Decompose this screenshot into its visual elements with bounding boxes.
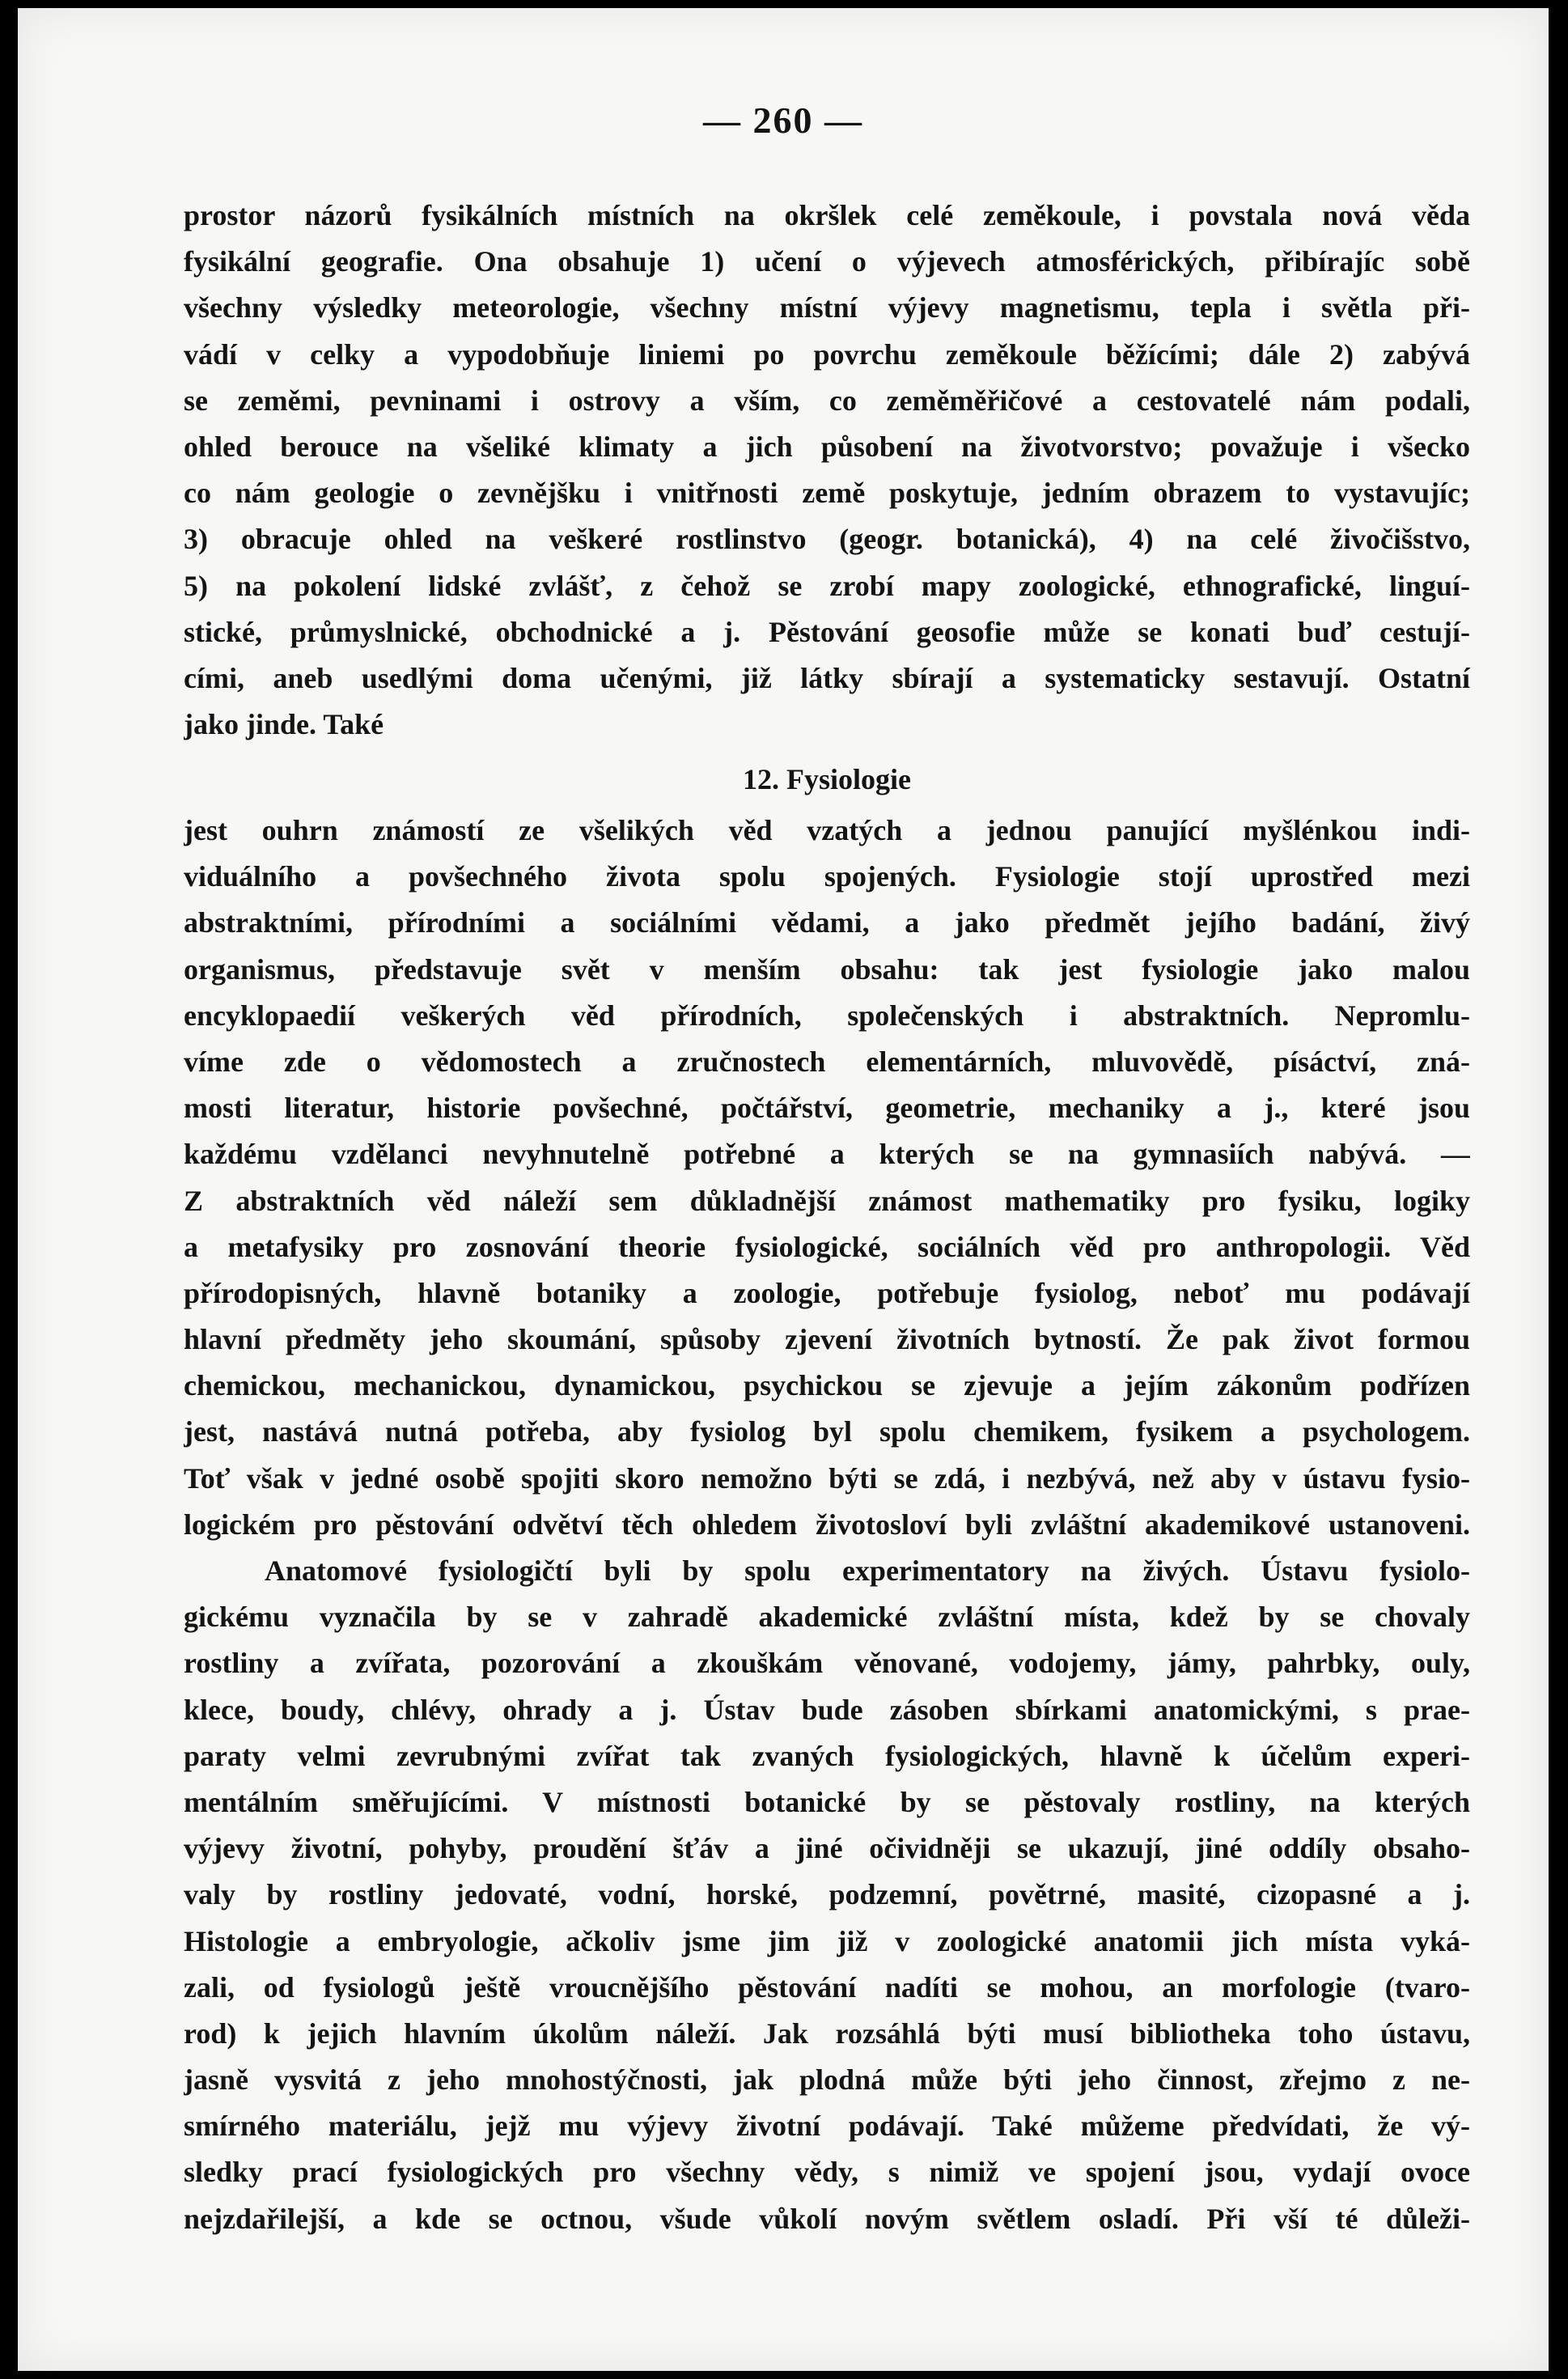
text-line: jako jinde. Také: [184, 708, 384, 741]
paragraph-geosofie: [184, 193, 1470, 748]
text-line: jest ouhrn známostí ze všelikých věd vzatých a jednou panující myšlénkou indi-: [184, 814, 1470, 846]
text-line: výjevy životní, pohyby, proudění šťáv a jiné očividněji se ukazují, jiné oddíly obsaho-: [184, 1832, 1470, 1865]
text-line: a metafysiky pro zosnování theorie fysiologické, sociálních věd pro anthropologii. Věd: [184, 1230, 1470, 1263]
text-line: mentálním směřujícími. V místnosti botanické by se pěstovaly rostliny, na kterých: [184, 1785, 1470, 1818]
page-number: — 260 —: [703, 100, 863, 141]
text-line: Anatomové fysiologičtí byli by spolu experimentatory na živých. Ústavu fysiolo-: [265, 1554, 1470, 1587]
text-line: 5) na pokolení lidské zvlášť, z čehož se zrobí mapy zoologické, ethnografické, linguí-: [184, 569, 1470, 602]
text-line: logickém pro pěstování odvětví těch ohledem životosloví byli zvláštní akademikové ustanoveni.: [184, 1508, 1470, 1541]
text-line: ohled berouce na všeliké klimaty a jich působení na životvorstvo; považuje i všecko: [184, 430, 1470, 463]
text-line: se zeměmi, pevninami i ostrovy a vším, co zeměměřičové a cestovatelé nám podali,: [184, 384, 1470, 417]
text-line: zali, od fysiologů ještě vroucnějšího pěstování nadíti se mohou, an morfologie (tvaro-: [184, 1970, 1470, 2004]
text-line: Histologie a embryologie, ačkoliv jsme jim již v zoologické anatomii jich místa vyká-: [184, 1924, 1470, 1957]
text-line: vádí v celky a vypodobňuje liniemi po povrchu zeměkoule běžícími; dále 2) zabývá: [184, 337, 1470, 371]
text-line: sledky prací fysiologických pro všechny vědy, s nimiž ve spojení jsou, vydají ovoce: [184, 2156, 1470, 2189]
text-line: nejzdařilejší, a kde se octnou, všude vůkolí novým světlem osladí. Při vší té důleži-: [184, 2202, 1470, 2235]
text-line: přírodopisných, hlavně botaniky a zoologie, potřebuje fysiolog, neboť mu podávají: [184, 1276, 1470, 1309]
text-line: prostor názorů fysikálních místních na okršlek celé zeměkoule, i povstala nová věda: [184, 199, 1470, 231]
text-line: paraty velmi zevrubnými zvířat tak zvaných fysiologických, hlavně k účelům experi-: [184, 1739, 1470, 1772]
paragraph-anatomove: [184, 1548, 1470, 2242]
text-line: organismus, představuje svět v menším obsahu: tak jest fysiologie jako malou: [184, 952, 1470, 986]
text-line: klece, boudy, chlévy, ohrady a j. Ústav bude zásoben sbírkami anatomickými, s prae-: [184, 1693, 1470, 1726]
text-line: každému vzdělanci nevyhnutelně potřebné a kterých se na gymnasiích nabývá. —: [184, 1138, 1470, 1171]
text-line: rostliny a zvířata, pozorování a zkouškám věnované, vodojemy, jámy, pahrbky, ouly,: [184, 1647, 1470, 1680]
text-line: 3) obracuje ohled na veškeré rostlinstvo (geogr. botanická), 4) na celé živočišstvo,: [184, 523, 1470, 556]
text-line: encyklopaedií veškerých věd přírodních, společenských i abstraktních. Nepromlu-: [184, 999, 1470, 1032]
text-line: mosti literatur, historie povšechné, počtářství, geometrie, mechaniky a j., které jsou: [184, 1092, 1470, 1125]
text-line: cími, aneb usedlými doma učenými, již látky sbírají a systematicky sestavují. Ostatní: [184, 661, 1470, 694]
text-line: gickému vyznačila by se v zahradě akademické zvláštní místa, kdež by se chovaly: [184, 1601, 1470, 1634]
text-line: Toť však v jedné osobě spojiti skoro nemožno býti se zdá, i nezbývá, než aby v ústavu fysio-: [184, 1461, 1470, 1495]
text-line: smírného materiálu, jejž mu výjevy životní podávají. Také můžeme předvídati, že vý-: [184, 2110, 1470, 2143]
section-heading-container: [184, 757, 1470, 803]
text-line: valy by rostliny jedovaté, vodní, horské, podzemní, povětrné, masité, cizopasné a j.: [184, 1878, 1470, 1911]
text-line: viduálního a povšechného života spolu spojených. Fysiologie stojí uprostřed mezi: [184, 860, 1470, 893]
text-line: hlavní předměty jeho skoumání, spůsoby zjevení životních bytností. Že pak život formou: [184, 1323, 1470, 1356]
text-line: rod) k jejich hlavním úkolům náleží. Jak rozsáhlá býti musí bibliotheka toho ústavu,: [184, 2016, 1470, 2050]
text-line: abstraktními, přírodními a sociálními vědami, a jako předmět jejího badání, živý: [184, 906, 1470, 939]
text-line: Z abstraktních věd náleží sem důkladnější známost mathematiky pro fysiku, logiky: [184, 1184, 1470, 1217]
text-line: stické, průmyslnické, obchodnické a j. Pěstování geosofie může se konati buď cestují-: [184, 615, 1470, 648]
section-heading: 12. Fysiologie: [743, 763, 911, 795]
text-line: chemickou, mechanickou, dynamickou, psychickou se zjevuje a jejím zákonům podřízen: [184, 1369, 1470, 1402]
paragraph-fysiologie: [184, 808, 1470, 1548]
text-line: jest, nastává nutná potřeba, aby fysiolog byl spolu chemikem, fysikem a psychologem.: [184, 1415, 1470, 1448]
book-page: [18, 8, 1549, 2371]
text-line: co nám geologie o zevnějšku i vnitřnosti země poskytuje, jedním obrazem to vystavujíc;: [184, 477, 1470, 510]
text-line: všechny výsledky meteorologie, všechny místní výjevy magnetismu, tepla i světla při-: [184, 291, 1470, 324]
text-line: jasně vysvitá z jeho mnohostýčnosti, jak plodná může býti jeho činnost, zřejmo z ne-: [184, 2063, 1470, 2097]
text-line: víme zde o vědomostech a zručnostech elementárních, mluvovědě, písáctví, zná-: [184, 1045, 1470, 1078]
text-line: fysikální geografie. Ona obsahuje 1) učení o výjevech atmosférických, přibírajíc sobě: [184, 245, 1470, 278]
